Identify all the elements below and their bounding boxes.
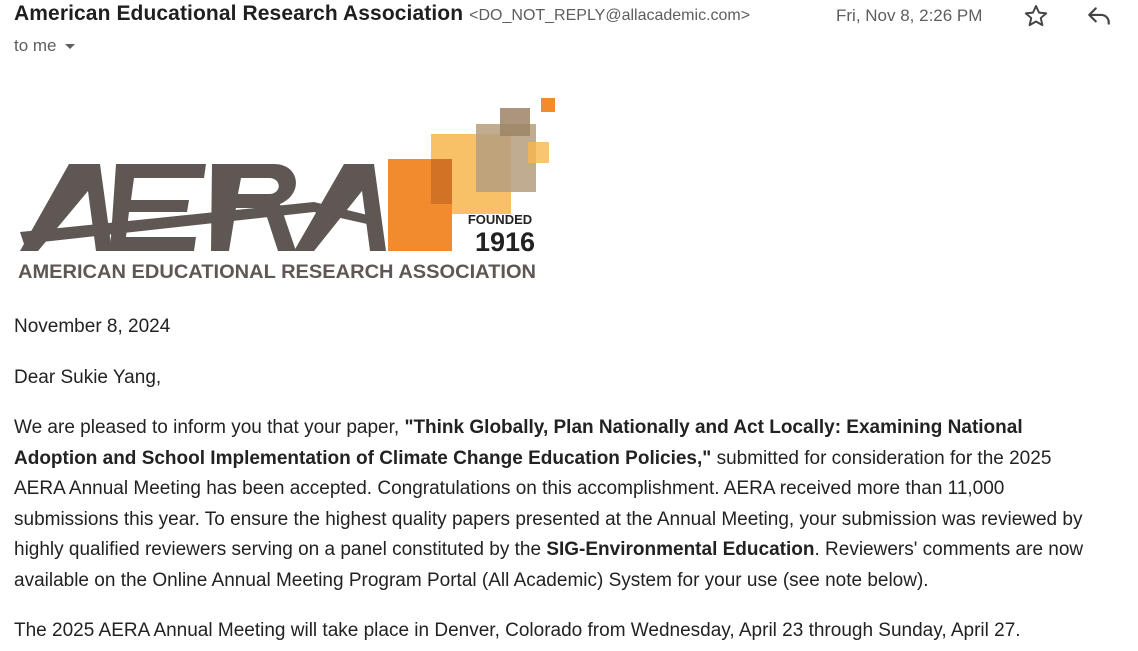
p1-line5-pre: highly qualified reviewers serving on a panel constituted by the xyxy=(14,539,547,560)
sender-row xyxy=(14,2,750,28)
greeting: Dear Sukie Yang, xyxy=(14,366,162,388)
paper-title-line2: Adoption and School Implementation of Climate Change Education Policies," xyxy=(14,447,712,469)
reply-button[interactable] xyxy=(1085,2,1113,30)
timestamp: Fri, Nov 8, 2:26 PM xyxy=(836,6,983,25)
aera-logo xyxy=(14,94,574,286)
letter-date: November 8, 2024 xyxy=(14,316,171,337)
star-button[interactable] xyxy=(1022,2,1050,30)
p1-line3: AERA Annual Meeting has been accepted. Congratulations on this accomplishment. AERA received more than 11,000 xyxy=(14,478,1005,499)
recipient-label: to me xyxy=(14,36,57,55)
founded-year: 1916 xyxy=(474,227,536,257)
meeting-paragraph: The 2025 AERA Annual Meeting will take place in Denver, Colorado from Wednesday, April 23 through Sunday, April 27. xyxy=(14,620,1021,641)
acceptance-paragraph xyxy=(14,413,1138,596)
recipient-details-toggle[interactable] xyxy=(14,36,75,56)
email-body xyxy=(14,312,1138,651)
paper-title-line1: "Think Globally, Plan Nationally and Act Locally: Examining National xyxy=(404,417,1023,438)
p1-line4: submissions this year. To ensure the highest quality papers presented at the Annual Meeting, your submission was reviewed by xyxy=(14,508,1083,530)
org-name: AMERICAN EDUCATIONAL RESEARCH ASSOCIATION xyxy=(18,261,536,283)
sig-name: SIG-Environmental Education xyxy=(546,539,815,560)
reply-icon xyxy=(1086,3,1112,29)
star-outline-icon xyxy=(1023,3,1049,29)
chevron-down-icon xyxy=(65,44,75,49)
p1-line5-post: . Reviewers' comments are now xyxy=(814,539,1084,560)
sender-email: <DO_NOT_REPLY@allacademic.com> xyxy=(469,7,751,24)
sender-name[interactable]: American Educational Research Association xyxy=(14,2,464,25)
p1-after-title: submitted for consideration for the 2025 xyxy=(711,447,1052,469)
founded-label: FOUNDED xyxy=(467,212,533,227)
p1-intro: We are pleased to inform you that your paper, xyxy=(14,417,405,438)
p1-line6: available on the Online Annual Meeting Program Portal (All Academic) System for your use (see note below). xyxy=(14,569,929,591)
